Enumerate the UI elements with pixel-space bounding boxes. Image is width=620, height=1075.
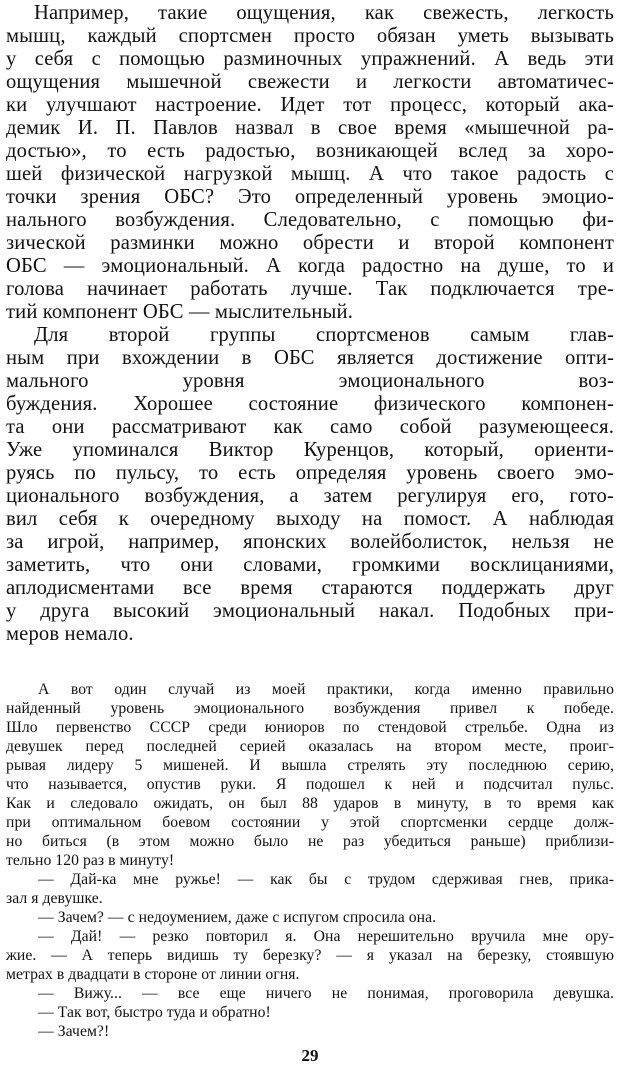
- text-line: ОБС — эмоциональный. А когда радостно на душе, то и: [6, 255, 614, 277]
- text-line: заметить, что они словами, громкими восклицаниями,: [6, 554, 614, 576]
- text-line: точки зрения ОБС? Это определенный уровень эмоцио-: [6, 186, 614, 208]
- text-line: у друга высокий эмоциональный накал. Подобных при-: [6, 600, 614, 622]
- text-line: мышц, каждый спортсмен просто обязан уметь вызывать: [6, 25, 614, 47]
- small-text-line: девушек перед последней серией оказалась на втором месте, проиг-: [6, 738, 614, 755]
- small-text-line: А вот один случай из моей практики, когда именно правильно: [38, 681, 614, 698]
- text-line: достью», то есть радостью, возникающей вслед за хоро-: [6, 140, 614, 162]
- text-line: вил себя к очередному выходу на помост. А наблюдая: [6, 508, 614, 530]
- small-text-line: при оптимальном боевом состоянии у этой спортсменки сердце долж-: [6, 814, 614, 831]
- text-line: Уже упоминался Виктор Куренцов, который, ориенти-: [6, 439, 614, 461]
- small-text-line: — Зачем?!: [38, 1023, 110, 1040]
- small-text-line: тельно 120 раз в минуту!: [6, 852, 175, 869]
- text-line: та они рассматривают как само собой разумеющееся.: [6, 416, 614, 438]
- text-line: нального возбуждения. Следовательно, с помощью фи-: [6, 209, 614, 231]
- small-text-line: — Так вот, быстро туда и обратно!: [38, 1004, 271, 1021]
- small-text-line: но биться (в этом можно было не раз убедиться раньше) приблизи-: [6, 833, 614, 850]
- text-line: голова начинает работать лучше. Так подключается тре-: [6, 278, 614, 300]
- text-line: руясь по пульсу, то есть определяя уровень своего эмо-: [6, 462, 614, 484]
- text-line: демик И. П. Павлов назвал в свое время «мышечной ра-: [6, 117, 614, 139]
- text-line: Для второй группы спортсменов самым глав-: [34, 324, 614, 346]
- small-text-line: метрах в двадцати в стороне от линии огня.: [6, 966, 300, 983]
- text-line: ки улучшают настроение. Идет тот процесс, который ака-: [6, 94, 614, 116]
- small-text-line: найденный уровень эмоционального возбуждения привел к победе.: [6, 700, 614, 717]
- small-text-line: рывая лидеру 5 мишеней. И вышла стрелять эту последнюю серию,: [6, 757, 614, 774]
- text-line: ным при вхождении в ОБС является достижение опти-: [6, 347, 614, 369]
- text-line: тий компонент ОБС — мыслительный.: [6, 301, 354, 323]
- small-text-line: — Зачем? — с недоумением, даже с испугом спросила она.: [38, 909, 437, 926]
- small-text-line: — Дай-ка мне ружье! — как бы с трудом сдерживая гнев, прика-: [38, 871, 614, 888]
- text-line: за игрой, например, японских волейболисток, нельзя не: [6, 531, 614, 553]
- small-text-line: — Вижу... — все еще ничего не понимая, проговорила девушка.: [38, 985, 614, 1002]
- small-text-line: жие. — А теперь видишь ту березку? — я указал на березку, стоявшую: [6, 947, 614, 964]
- small-text-line: зал я девушке.: [6, 890, 103, 907]
- text-line: Например, такие ощущения, как свежесть, легкость: [34, 2, 614, 24]
- small-text-line: Как и следовало ожидать, он был 88 ударов в минуту, в то время как: [6, 795, 614, 812]
- text-line: у себя с помощью разминочных упражнений. А ведь эти: [6, 48, 614, 70]
- text-line: меров немало.: [6, 623, 134, 645]
- small-text-line: — Дай! — резко повторил я. Она нерешительно вручила мне ору-: [38, 928, 614, 945]
- text-line: мального уровня эмоционального воз-: [6, 370, 614, 392]
- text-line: буждения. Хорошее состояние физического компонен-: [6, 393, 614, 415]
- text-line: ционального возбуждения, а затем регулируя его, гото-: [6, 485, 614, 507]
- text-line: шей физической нагрузкой мышц. А что такое радость с: [6, 163, 614, 185]
- text-line: аплодисментами все время стараются поддержать друг: [6, 577, 614, 599]
- page-number: 29: [301, 1046, 319, 1065]
- text-line: ощущения мышечной свежести и легкости автоматичес-: [6, 71, 614, 93]
- small-text-line: Шло первенство СССР среди юниоров по стендовой стрельбе. Одна из: [6, 719, 614, 736]
- text-line: зической разминки можно обрести и второй компонент: [6, 232, 614, 254]
- small-text-line: что называется, опустив руки. Я подошел к ней и подсчитал пульс.: [6, 776, 614, 793]
